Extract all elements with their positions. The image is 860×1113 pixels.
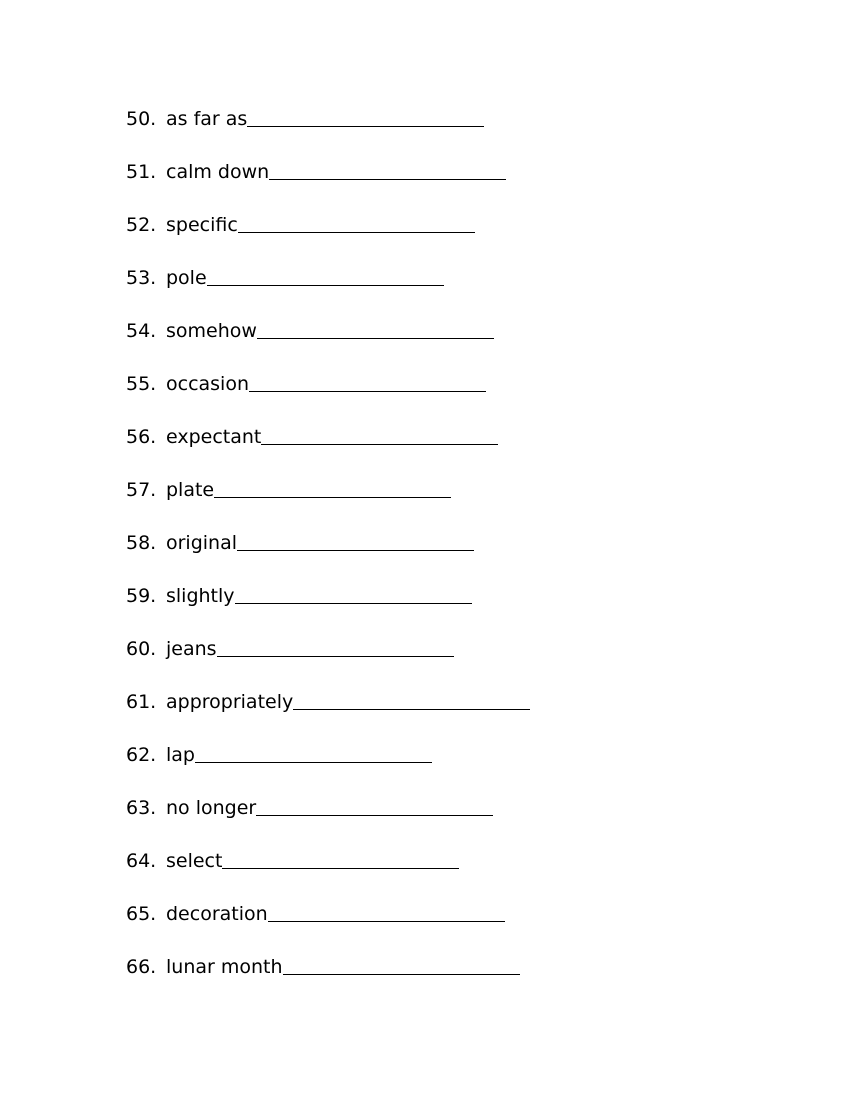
- list-item: [126, 318, 530, 371]
- answer-blank[interactable]: [195, 742, 432, 763]
- answer-blank[interactable]: [257, 318, 494, 339]
- item-term: plate: [166, 479, 215, 501]
- answer-blank[interactable]: [256, 795, 493, 816]
- item-number: 64.: [126, 850, 157, 872]
- item-term: lunar month: [166, 956, 283, 978]
- answer-blank[interactable]: [268, 901, 505, 922]
- item-number: 50.: [126, 108, 157, 130]
- item-number: 56.: [126, 426, 157, 448]
- item-term: pole: [166, 267, 207, 289]
- answer-blank[interactable]: [237, 530, 474, 551]
- list-item: [126, 159, 530, 212]
- item-number: 63.: [126, 797, 157, 819]
- answer-blank[interactable]: [238, 212, 475, 233]
- item-term: select: [166, 850, 223, 872]
- vocabulary-list: [126, 106, 530, 1007]
- item-term: decoration: [166, 903, 268, 925]
- item-number: 65.: [126, 903, 157, 925]
- item-term: as far as: [166, 108, 248, 130]
- item-number: 60.: [126, 638, 157, 660]
- item-number: 59.: [126, 585, 157, 607]
- answer-blank[interactable]: [269, 159, 506, 180]
- list-item: [126, 424, 530, 477]
- item-term: somehow: [166, 320, 257, 342]
- answer-blank[interactable]: [235, 583, 472, 604]
- list-item: [126, 212, 530, 265]
- item-term: lap: [166, 744, 195, 766]
- item-term: slightly: [166, 585, 235, 607]
- list-item: [126, 530, 530, 583]
- item-number: 53.: [126, 267, 157, 289]
- item-term: occasion: [166, 373, 250, 395]
- item-term: specific: [166, 214, 238, 236]
- item-number: 62.: [126, 744, 157, 766]
- answer-blank[interactable]: [247, 106, 484, 127]
- item-number: 51.: [126, 161, 157, 183]
- answer-blank[interactable]: [217, 636, 454, 657]
- list-item: [126, 795, 530, 848]
- item-number: 58.: [126, 532, 157, 554]
- answer-blank[interactable]: [222, 848, 459, 869]
- list-item: [126, 848, 530, 901]
- list-item: [126, 477, 530, 530]
- list-item: [126, 742, 530, 795]
- item-number: 66.: [126, 956, 157, 978]
- item-number: 55.: [126, 373, 157, 395]
- answer-blank[interactable]: [214, 477, 451, 498]
- item-number: 54.: [126, 320, 157, 342]
- list-item: [126, 265, 530, 318]
- list-item: [126, 901, 530, 954]
- answer-blank[interactable]: [283, 954, 520, 975]
- item-term: original: [166, 532, 238, 554]
- item-term: no longer: [166, 797, 257, 819]
- item-number: 52.: [126, 214, 157, 236]
- item-number: 57.: [126, 479, 157, 501]
- answer-blank[interactable]: [293, 689, 530, 710]
- list-item: [126, 371, 530, 424]
- item-term: expectant: [166, 426, 262, 448]
- answer-blank[interactable]: [207, 265, 444, 286]
- item-term: appropriately: [166, 691, 294, 713]
- item-term: calm down: [166, 161, 270, 183]
- list-item: [126, 689, 530, 742]
- item-term: jeans: [166, 638, 217, 660]
- list-item: [126, 583, 530, 636]
- list-item: [126, 106, 530, 159]
- answer-blank[interactable]: [249, 371, 486, 392]
- answer-blank[interactable]: [261, 424, 498, 445]
- item-number: 61.: [126, 691, 157, 713]
- list-item: [126, 636, 530, 689]
- list-item: [126, 954, 530, 1007]
